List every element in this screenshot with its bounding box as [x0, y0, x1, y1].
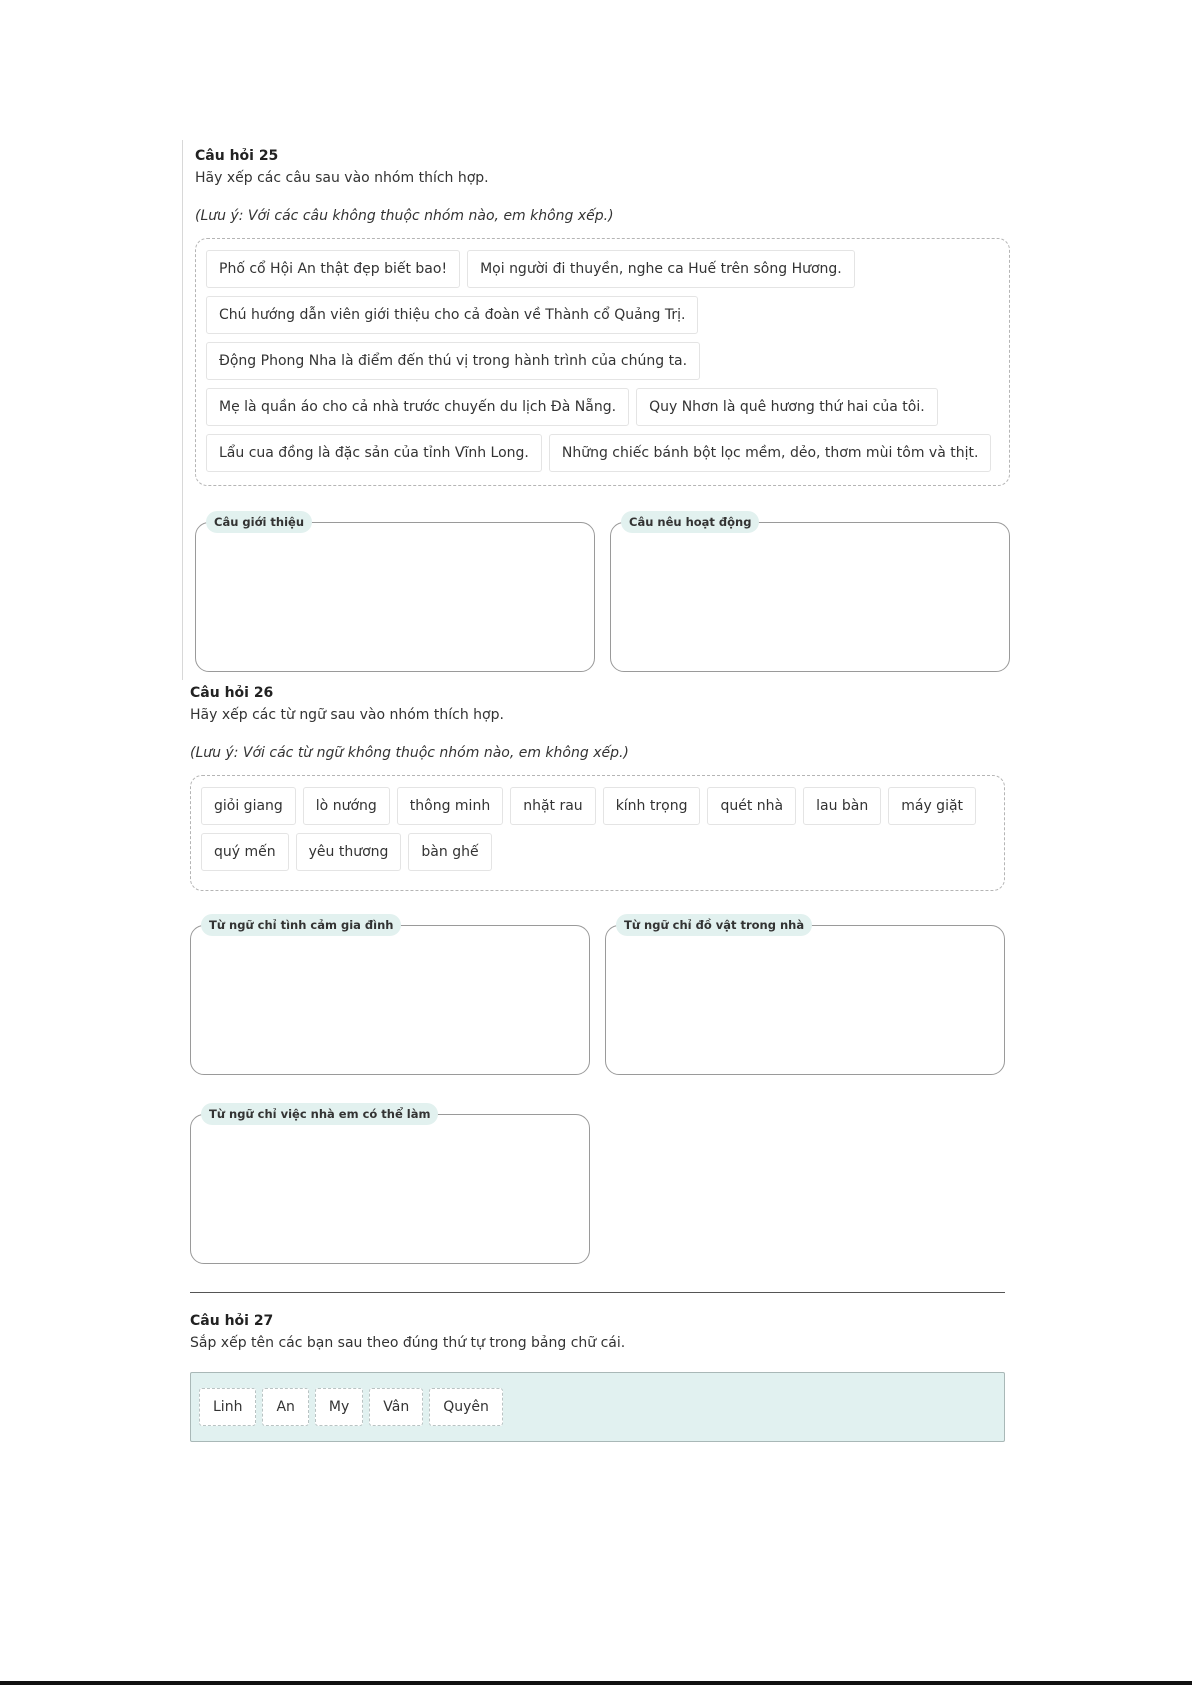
q27-name-chip-3[interactable]: My	[315, 1388, 363, 1426]
q26-item-8[interactable]: máy giặt	[888, 787, 976, 825]
q26-dropzone-household-objects[interactable]	[605, 918, 1005, 1075]
q26-dropzone-chores[interactable]	[190, 1107, 590, 1264]
question-25-title: Câu hỏi 25	[195, 148, 279, 164]
q25-item-8[interactable]: Những chiếc bánh bột lọc mềm, dẻo, thơm mùi tôm và thịt.	[549, 434, 992, 472]
q26-item-11[interactable]: bàn ghế	[408, 833, 491, 871]
q27-name-chip-5[interactable]: Quyên	[429, 1388, 503, 1426]
q27-name-chip-2[interactable]: An	[262, 1388, 308, 1426]
q26-item-6[interactable]: quét nhà	[707, 787, 796, 825]
q26-item-7[interactable]: lau bàn	[803, 787, 881, 825]
q25-item-7[interactable]: Lẩu cua đồng là đặc sản của tỉnh Vĩnh Long.	[206, 434, 542, 472]
question-27-prompt: Sắp xếp tên các bạn sau theo đúng thứ tự trong bảng chữ cái.	[190, 1335, 626, 1351]
q25-dropzone-introduction[interactable]	[195, 515, 595, 672]
q25-item-2[interactable]: Mọi người đi thuyền, nghe ca Huế trên sông Hương.	[467, 250, 855, 288]
question-27	[190, 1313, 1005, 1373]
q26-item-9[interactable]: quý mến	[201, 833, 289, 871]
q25-item-1[interactable]: Phố cổ Hội An thật đẹp biết bao!	[206, 250, 460, 288]
question-25-left-rule	[182, 140, 183, 680]
q25-item-6[interactable]: Quy Nhơn là quê hương thứ hai của tôi.	[636, 388, 938, 426]
q25-dropzone-introduction-label: Câu giới thiệu	[206, 511, 312, 533]
q26-dropzone-household-objects-label: Từ ngữ chỉ đồ vật trong nhà	[616, 914, 812, 936]
q27-name-chip-4[interactable]: Vân	[369, 1388, 423, 1426]
q26-item-4[interactable]: nhặt rau	[510, 787, 595, 825]
q25-item-3[interactable]: Chú hướng dẫn viên giới thiệu cho cả đoàn về Thành cổ Quảng Trị.	[206, 296, 698, 334]
q26-dropzone-family-feelings[interactable]	[190, 918, 590, 1075]
question-26-prompt: Hãy xếp các từ ngữ sau vào nhóm thích hợp.	[190, 707, 504, 723]
question-26-item-pool	[190, 775, 1005, 891]
question-26	[190, 685, 1005, 891]
q26-dropzone-family-feelings-label: Từ ngữ chỉ tình cảm gia đình	[201, 914, 401, 936]
q26-item-2[interactable]: lò nướng	[303, 787, 390, 825]
question-27-title: Câu hỏi 27	[190, 1313, 274, 1329]
section-divider	[190, 1292, 1005, 1293]
question-25-item-pool	[195, 238, 1010, 486]
question-25-prompt: Hãy xếp các câu sau vào nhóm thích hợp.	[195, 170, 489, 186]
q26-dropzone-chores-label: Từ ngữ chỉ việc nhà em có thể làm	[201, 1103, 438, 1125]
q26-item-3[interactable]: thông minh	[397, 787, 503, 825]
q25-item-4[interactable]: Động Phong Nha là điểm đến thú vị trong hành trình của chúng ta.	[206, 342, 700, 380]
question-25	[195, 148, 1010, 486]
q25-item-5[interactable]: Mẹ là quần áo cho cả nhà trước chuyến du lịch Đà Nẵng.	[206, 388, 629, 426]
q26-item-1[interactable]: giỏi giang	[201, 787, 296, 825]
q27-ordering-area	[190, 1372, 1005, 1442]
question-25-note: (Lưu ý: Với các câu không thuộc nhóm nào, em không xếp.)	[195, 208, 614, 224]
q25-dropzone-activity[interactable]	[610, 515, 1010, 672]
question-26-note: (Lưu ý: Với các từ ngữ không thuộc nhóm nào, em không xếp.)	[190, 745, 629, 761]
page-bottom-edge	[0, 1681, 1192, 1685]
question-26-title: Câu hỏi 26	[190, 685, 274, 701]
q27-name-chip-1[interactable]: Linh	[199, 1388, 256, 1426]
q26-item-5[interactable]: kính trọng	[603, 787, 701, 825]
q26-item-10[interactable]: yêu thương	[296, 833, 402, 871]
q25-dropzone-activity-label: Câu nêu hoạt động	[621, 511, 759, 533]
